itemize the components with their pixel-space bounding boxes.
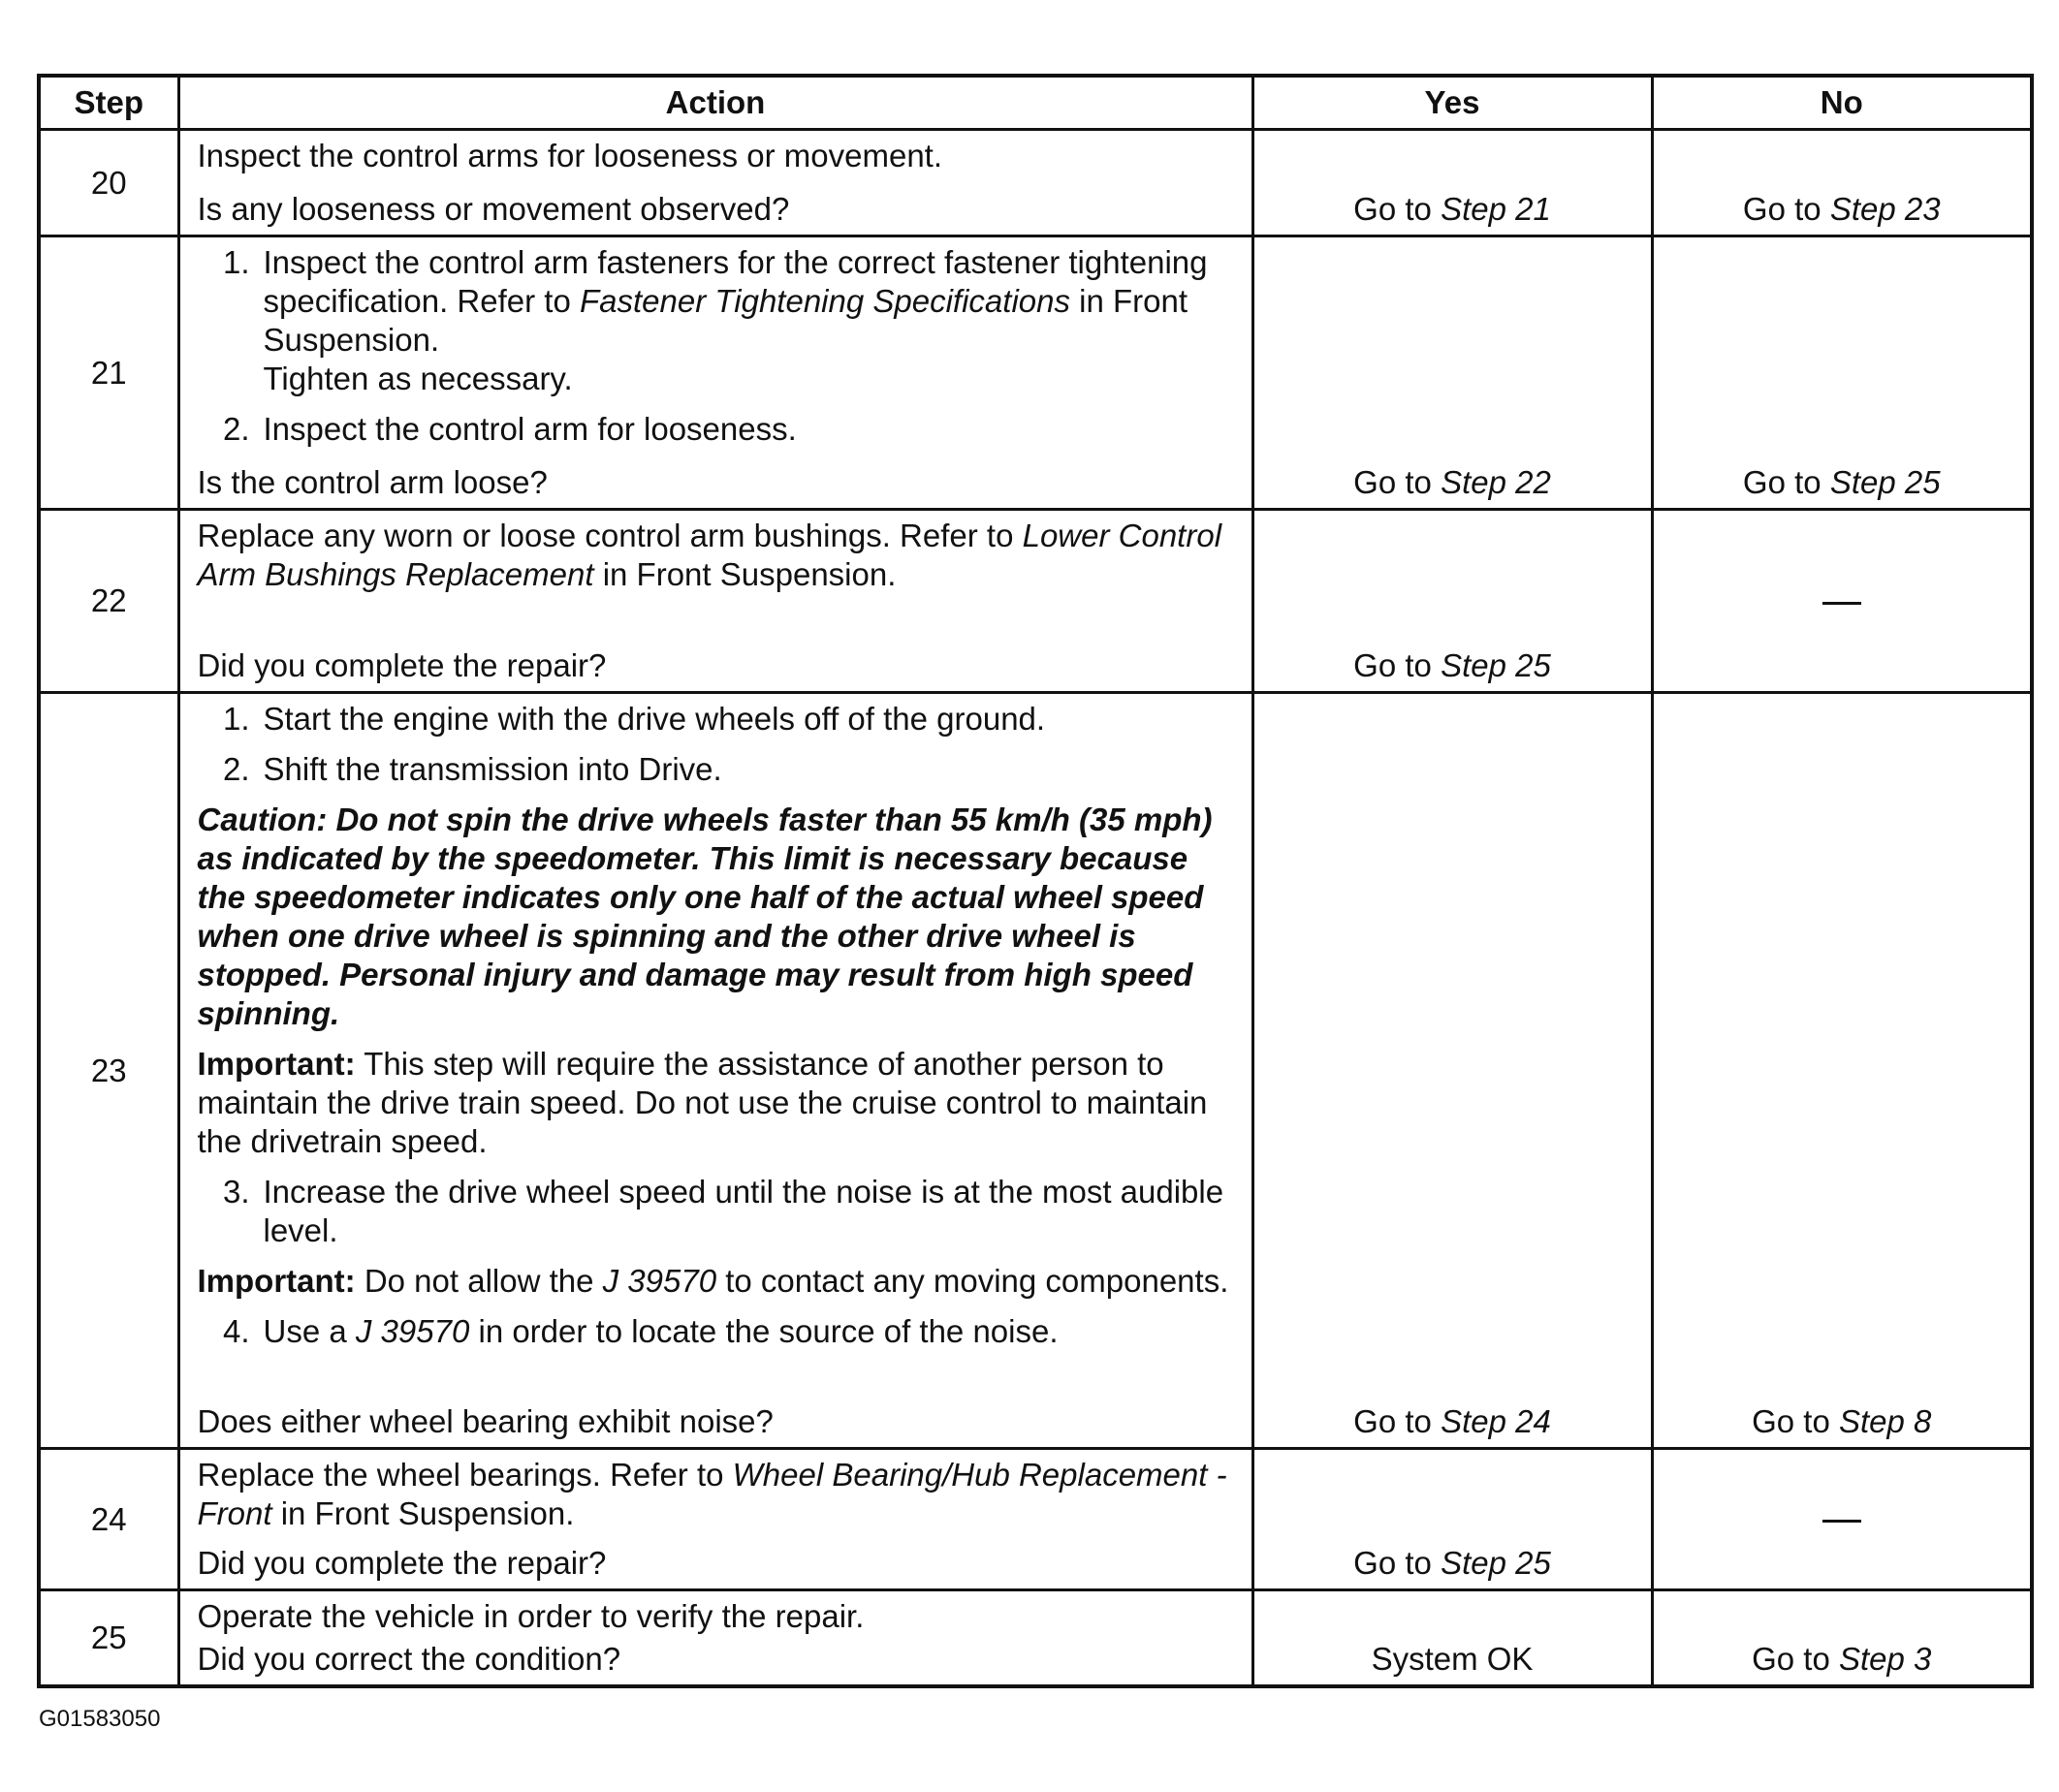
list-number: 2. <box>222 751 250 787</box>
no-goto <box>1654 190 2031 229</box>
yes-goto <box>1254 463 1651 502</box>
reference-title: Lower Control Arm Bushings Replacement <box>197 518 1222 592</box>
reference-title: Wheel Bearing/Hub Replacement - Front <box>197 1457 1227 1531</box>
goto-prefix: Go to <box>1742 191 1830 227</box>
list-item <box>198 700 1234 739</box>
action-cell <box>178 510 1252 693</box>
yes-cell <box>1252 236 1652 510</box>
yes-cell <box>1252 130 1652 236</box>
table-row <box>39 693 2032 1449</box>
list-text: Start the engine with the drive wheels off of the ground. <box>263 701 1046 737</box>
important-note <box>198 1045 1234 1161</box>
tool-number: J 39570 <box>355 1313 470 1349</box>
no-cell <box>1652 1590 2032 1686</box>
list-number: 1. <box>222 701 250 737</box>
step-link: Step 22 <box>1441 464 1551 500</box>
goto-prefix: Go to <box>1353 464 1441 500</box>
list-text-part: Use a <box>263 1313 356 1349</box>
yes-cell <box>1252 510 1652 693</box>
step-link: Step 21 <box>1441 191 1551 227</box>
step-link: Step 23 <box>1829 191 1941 227</box>
goto-prefix: Go to <box>1752 1640 1839 1677</box>
important-text: Do not allow the <box>355 1263 603 1299</box>
action-text-part: Replace the wheel bearings. Refer to <box>197 1457 733 1493</box>
no-cell <box>1652 130 2032 236</box>
list-text: Increase the drive wheel speed until the noise is at the most audible level. <box>263 1174 1224 1248</box>
yes-goto <box>1254 646 1651 685</box>
yes-cell <box>1252 693 1652 1449</box>
action-text <box>198 517 1234 594</box>
list-text: Shift the transmission into Drive. <box>263 751 722 787</box>
action-text-part: in Front Suspension. <box>271 1495 575 1531</box>
list-number: 4. <box>222 1313 250 1349</box>
action-cell <box>178 693 1252 1449</box>
important-label: Important: <box>197 1263 356 1299</box>
header-row <box>39 76 2032 130</box>
table-row <box>39 130 2032 236</box>
important-text: to contact any moving components. <box>716 1263 1229 1299</box>
step-number: 24 <box>39 1449 178 1590</box>
action-cell <box>178 1590 1252 1686</box>
yes-cell <box>1252 1449 1652 1590</box>
step-number: 20 <box>39 130 178 236</box>
action-text-part: Replace any worn or loose control arm bushings. Refer to <box>197 518 1023 553</box>
action-cell <box>178 236 1252 510</box>
list-item <box>198 1312 1234 1351</box>
header-yes: Yes <box>1252 76 1652 130</box>
question-text: Is the control arm loose? <box>197 464 548 500</box>
step-number: 23 <box>39 693 178 1449</box>
step-number: 22 <box>39 510 178 693</box>
step-link: Step 25 <box>1829 464 1941 500</box>
yes-cell <box>1252 1590 1652 1686</box>
important-label: Important: <box>197 1046 356 1082</box>
list-number: 3. <box>222 1174 250 1210</box>
diagnostic-table <box>37 74 2034 1688</box>
step-link: Step 25 <box>1441 647 1551 683</box>
list-number: 2. <box>222 411 250 447</box>
list-item <box>198 410 1234 449</box>
important-text: This step will require the assistance of another person to maintain the drive train speed. Do not use the cruise control to maintain the drivetrain speed. <box>197 1046 1208 1159</box>
yes-result: System OK <box>1371 1640 1534 1677</box>
question-text: Did you correct the condition? <box>197 1640 621 1677</box>
step-link: Step 3 <box>1838 1640 1932 1677</box>
question-text: Did you complete the repair? <box>197 1545 607 1581</box>
list-text-part: Inspect the control arm fasteners for the correct fastener tightening specification. Refer to <box>263 244 1208 319</box>
list-text-part: in Front Suspension. <box>263 283 1188 358</box>
header-action: Action <box>178 76 1252 130</box>
no-cell <box>1652 1449 2032 1590</box>
goto-prefix: Go to <box>1742 464 1830 500</box>
header-no: No <box>1652 76 2032 130</box>
no-goto <box>1654 1640 2031 1679</box>
action-cell <box>178 130 1252 236</box>
yes-goto <box>1254 1402 1651 1441</box>
goto-prefix: Go to <box>1353 191 1441 227</box>
figure-id: G01583050 <box>39 1706 161 1732</box>
no-cell <box>1652 236 2032 510</box>
list-text-part: in order to locate the source of the noise. <box>469 1313 1059 1349</box>
yes-goto <box>1254 1544 1651 1583</box>
no-answer-dash <box>1654 582 2031 619</box>
action-text: Operate the vehicle in order to verify the repair. <box>197 1598 865 1634</box>
reference-title: Fastener Tightening Specifications <box>580 283 1070 319</box>
question-text: Is any looseness or movement observed? <box>197 191 790 227</box>
list-text <box>264 243 1234 398</box>
table-row <box>39 1449 2032 1590</box>
goto-prefix: Go to <box>1353 647 1441 683</box>
goto-prefix: Go to <box>1353 1403 1441 1439</box>
list-item <box>198 243 1234 398</box>
list-text <box>264 1312 1234 1351</box>
header-step: Step <box>39 76 178 130</box>
list-item <box>198 750 1234 789</box>
table-row <box>39 1590 2032 1686</box>
step-link: Step 25 <box>1441 1545 1551 1581</box>
yes-goto <box>1254 190 1651 229</box>
step-link: Step 8 <box>1838 1403 1932 1439</box>
list-item <box>198 1173 1234 1250</box>
action-text <box>198 1456 1234 1533</box>
step-link: Step 24 <box>1441 1403 1551 1439</box>
list-text-part: Tighten as necessary. <box>263 361 573 396</box>
table-row <box>39 236 2032 510</box>
action-text-part: in Front Suspension. <box>593 556 897 592</box>
list-number: 1. <box>222 244 250 280</box>
list-text: Inspect the control arm for looseness. <box>263 411 797 447</box>
action-cell <box>178 1449 1252 1590</box>
important-note <box>198 1262 1234 1301</box>
question-text: Does either wheel bearing exhibit noise? <box>197 1403 774 1439</box>
no-cell <box>1652 510 2032 693</box>
action-text: Inspect the control arms for looseness or movement. <box>197 138 943 173</box>
step-number: 21 <box>39 236 178 510</box>
no-goto <box>1654 1402 2031 1441</box>
no-answer-dash <box>1654 1501 2031 1538</box>
no-cell <box>1652 693 2032 1449</box>
table-row <box>39 510 2032 693</box>
caution-note: Caution: Do not spin the drive wheels faster than 55 km/h (35 mph) as indicated by the speedometer. This limit is necessary because the speedometer indicates only one half of the actual wheel speed when one drive wheel is spinning and the other drive wheel is stopped. Personal injury and damage may result from high speed spinning. <box>197 802 1213 1031</box>
no-goto <box>1654 463 2031 502</box>
step-number: 25 <box>39 1590 178 1686</box>
goto-prefix: Go to <box>1752 1403 1839 1439</box>
goto-prefix: Go to <box>1353 1545 1441 1581</box>
tool-number: J 39570 <box>602 1263 717 1299</box>
question-text: Did you complete the repair? <box>197 647 607 683</box>
